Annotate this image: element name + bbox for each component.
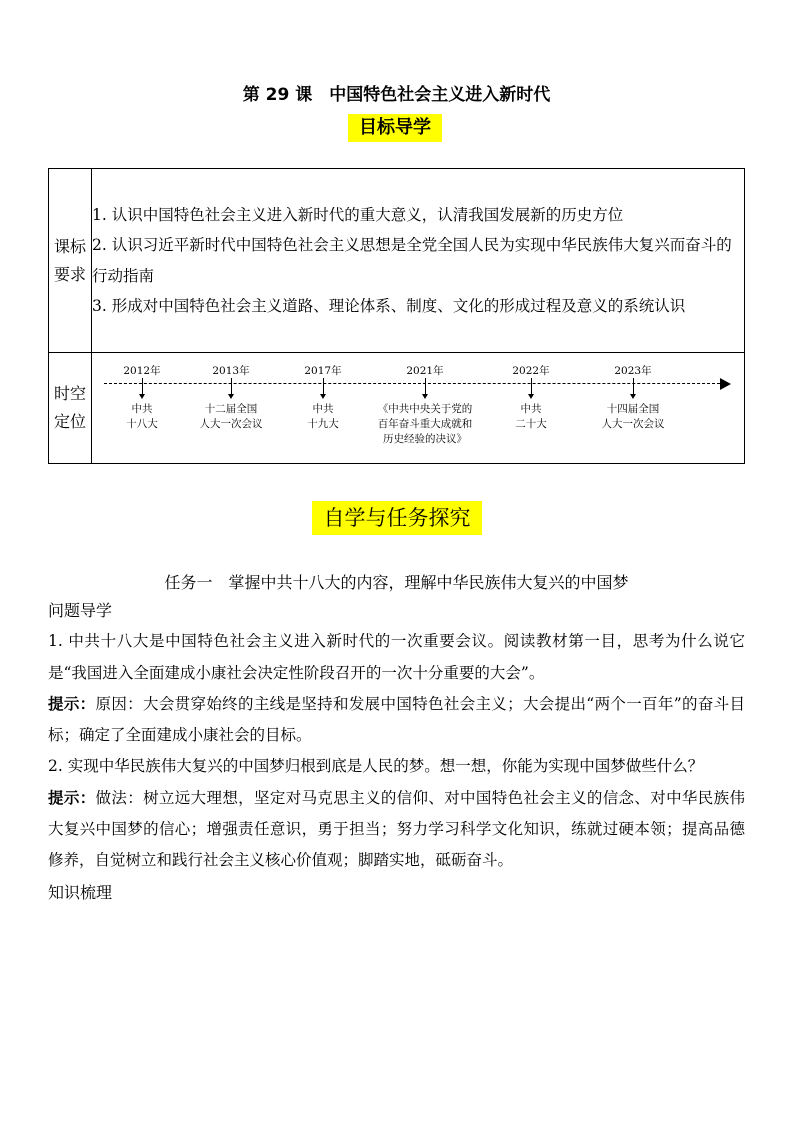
- lesson-title: 第 29 课 中国特色社会主义进入新时代: [242, 85, 551, 105]
- time-header-text: 时空 定位: [53, 384, 86, 431]
- question-1: 1. 中共十八大是中国特色社会主义进入新时代的一次重要会议。阅读教材第一目，思考为什么说它是“我国进入全面建成小康社会决定性阶段召开的一次十分重要的大会”。: [48, 632, 745, 682]
- event-label: 中共 十九大: [307, 403, 339, 430]
- event-label: 中共 十八大: [126, 403, 158, 430]
- arrow-down-icon: [139, 394, 145, 399]
- event-label: 十二届全国 人大一次会议: [199, 403, 263, 430]
- event-label: 《中共中央关于党的 百年奋斗重大成就和 历史经验的决议》: [377, 403, 473, 445]
- hint-label: 提示：: [48, 788, 96, 807]
- goals-table: [48, 168, 745, 464]
- answer-2-text: 做法：树立远大理想，坚定对马克思主义的信仰、对中国特色社会主义的信念、对中华民族伟大复兴中国梦的信心；增强责任意识，勇于担当；努力学习科学文化知识，练就过硬本领；提高品德修养，自觉树立和践行社会主义核心价值观；脚踏实地，砥砺奋斗。: [48, 788, 745, 870]
- timeline-row: [49, 353, 745, 464]
- arrow-down-icon: [422, 394, 428, 399]
- arrow-down-icon: [320, 394, 326, 399]
- hint-label: 提示：: [48, 694, 96, 713]
- answer-1-text: 原因：大会贯穿始终的主线是坚持和发展中国特色社会主义；大会提出“两个一百年”的奋斗目标；确定了全面建成小康社会的目标。: [48, 694, 745, 745]
- answer-1: [48, 689, 745, 752]
- event-label: 十四届全国 人大一次会议: [601, 403, 665, 430]
- guide-heading: 问题导学: [48, 601, 113, 620]
- event-year: 2012年: [123, 365, 161, 377]
- section-label-goals: 目标导学: [348, 114, 442, 142]
- requirement-1: 1. 认识中国特色社会主义进入新时代的重大意义，认清我国发展新的历史方位: [92, 205, 624, 224]
- arrow-down-icon: [630, 394, 636, 399]
- section-label-study: 自学与任务探究: [312, 501, 482, 535]
- event-year: 2017年: [304, 365, 342, 377]
- requirement-3: 3. 形成对中国特色社会主义道路、理论体系、制度、文化的形成过程及意义的系统认识: [92, 297, 686, 315]
- arrow-down-icon: [528, 394, 534, 399]
- event-label: 中共 二十大: [515, 403, 547, 430]
- task1-body: [48, 595, 745, 908]
- task1-title: 任务一 掌握中共十八大的内容，理解中华民族伟大复兴的中国梦: [164, 573, 629, 592]
- event-year: 2022年: [512, 365, 550, 377]
- arrow-right-icon: [720, 378, 731, 390]
- timeline-cell: [92, 353, 745, 464]
- event-year: 2021年: [406, 365, 444, 377]
- arrow-down-icon: [228, 394, 234, 399]
- req-header: [49, 169, 92, 353]
- knowledge-heading: 知识梳理: [48, 882, 113, 902]
- timeline: [92, 353, 742, 463]
- answer-2: [48, 783, 745, 877]
- question-2: 2. 实现中华民族伟大复兴的中国梦归根到底是人民的梦。想一想，你能为实现中国梦做些什么？: [48, 757, 704, 776]
- event-year: 2013年: [212, 365, 250, 377]
- req-header-text: 课标 要求: [53, 236, 86, 284]
- timeline-axis: [104, 383, 720, 384]
- event-year: 2023年: [614, 365, 652, 377]
- requirements-cell: [92, 169, 745, 353]
- requirements-row: [49, 169, 745, 353]
- requirement-2: 2. 认识习近平新时代中国特色社会主义思想是全党全国人民为实现中华民族伟大复兴而奋斗的行动指南: [92, 236, 732, 285]
